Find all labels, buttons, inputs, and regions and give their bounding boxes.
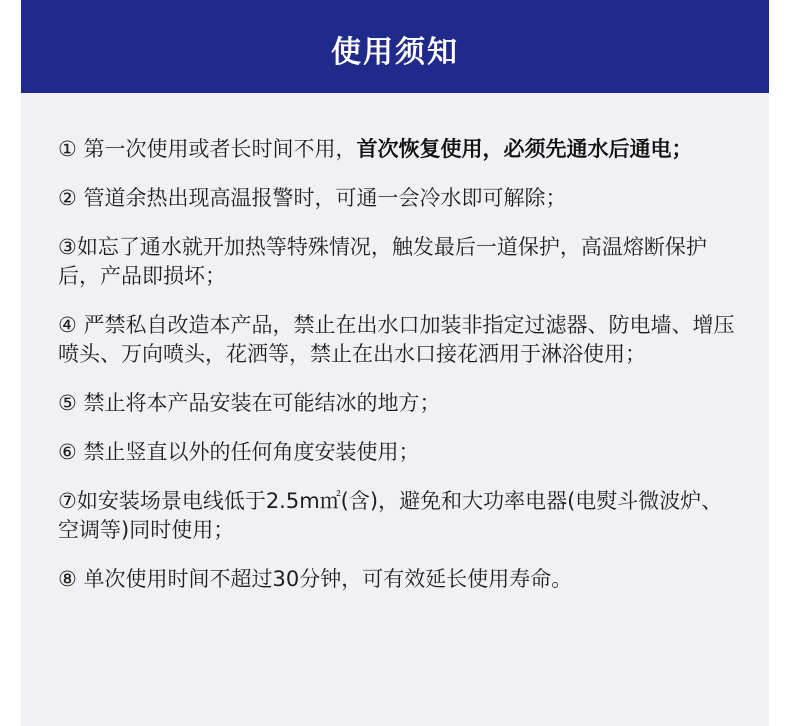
notes-list [58,135,738,614]
note-item-6 [58,438,738,467]
note-item-4 [58,311,738,369]
header-banner [21,0,769,93]
notice-panel [21,0,769,726]
note-item-2 [58,184,738,213]
note-1-bold-text: 首次恢复使用，必须先通水后通电； [356,137,693,161]
note-item-5 [58,389,738,418]
note-3-text: ③如忘了通水就开加热等特殊情况，触发最后一道保护，高温熔断保护后，产品即损坏； [58,235,707,288]
page-title: 使用须知 [331,34,459,70]
note-4-text: ④ 严禁私自改造本产品，禁止在出水口加装非指定过滤器、防电墙、增压喷头、万向喷头，花洒等，禁止在出水口接花洒用于淋浴使用； [58,313,735,366]
note-1-text: ① 第一次使用或者长时间不用， [58,137,357,161]
note-5-text: ⑤ 禁止将本产品安装在可能结冰的地方； [58,391,441,415]
note-item-7 [58,487,738,545]
note-8-text: ⑧ 单次使用时间不超过30分钟，可有效延长使用寿命。 [58,567,573,591]
note-item-8 [58,565,738,594]
note-item-3 [58,233,738,291]
note-2-text: ② 管道余热出现高温报警时，可通一会冷水即可解除； [58,186,567,210]
note-7-text: ⑦如安装场景电线低于2.5m㎡(含)，避免和大功率电器(电熨斗微波炉、空调等)同时使用； [58,489,723,542]
note-6-text: ⑥ 禁止竖直以外的任何角度安装使用； [58,440,420,464]
note-item-1 [58,135,738,164]
